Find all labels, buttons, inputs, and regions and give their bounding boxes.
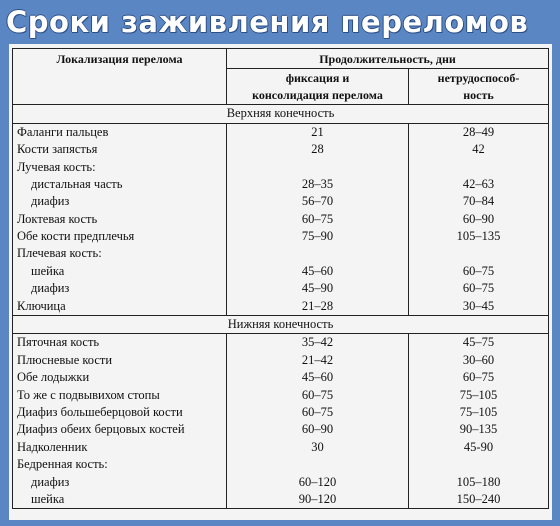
header-disability-line2: ность: [409, 87, 549, 105]
cell-disability-days: [409, 245, 549, 262]
cell-location: диафиз: [13, 280, 227, 297]
table-row: [13, 473, 549, 490]
cell-disability-days: 45–75: [409, 334, 549, 352]
cell-fixation-days: 60–90: [227, 421, 409, 438]
cell-disability-days: 60–75: [409, 280, 549, 297]
cell-location: дистальная часть: [13, 176, 227, 193]
cell-location: Обе лодыжки: [13, 369, 227, 386]
table-row: [13, 439, 549, 456]
table-row: [13, 176, 549, 193]
cell-location: То же с подвывихом стопы: [13, 386, 227, 403]
cell-fixation-days: 45–90: [227, 280, 409, 297]
cell-fixation-days: 21–42: [227, 352, 409, 369]
cell-disability-days: 45-90: [409, 439, 549, 456]
header-disability-line1: нетрудоспособ-: [409, 69, 549, 87]
cell-disability-days: 30–45: [409, 297, 549, 315]
cell-location: Ключица: [13, 297, 227, 315]
cell-disability-days: [409, 158, 549, 175]
cell-disability-days: 150–240: [409, 491, 549, 509]
table-row: [13, 297, 549, 315]
cell-location: Локтевая кость: [13, 211, 227, 228]
cell-fixation-days: 90–120: [227, 491, 409, 509]
table-row: [13, 491, 549, 509]
cell-fixation-days: [227, 456, 409, 473]
cell-location: диафиз: [13, 473, 227, 490]
cell-fixation-days: [227, 158, 409, 175]
table-row: [13, 245, 549, 262]
cell-fixation-days: [227, 245, 409, 262]
cell-fixation-days: 60–120: [227, 473, 409, 490]
cell-disability-days: 60–90: [409, 211, 549, 228]
cell-disability-days: 90–135: [409, 421, 549, 438]
cell-location: диафиз: [13, 193, 227, 210]
cell-fixation-days: 45–60: [227, 369, 409, 386]
cell-fixation-days: 45–60: [227, 263, 409, 280]
table-row: [13, 211, 549, 228]
cell-fixation-days: 56–70: [227, 193, 409, 210]
cell-fixation-days: 60–75: [227, 211, 409, 228]
table-row: [13, 280, 549, 297]
cell-fixation-days: 35–42: [227, 334, 409, 352]
section-title: Верхняя конечность: [13, 105, 549, 123]
cell-location: Пяточная кость: [13, 334, 227, 352]
cell-location: шейка: [13, 491, 227, 509]
cell-fixation-days: 21–28: [227, 297, 409, 315]
cell-fixation-days: 75–90: [227, 228, 409, 245]
cell-fixation-days: 30: [227, 439, 409, 456]
table-row: [13, 193, 549, 210]
section-title: Нижняя конечность: [13, 315, 549, 333]
cell-location: Обе кости предплечья: [13, 228, 227, 245]
cell-disability-days: 75–105: [409, 404, 549, 421]
table-row: [13, 386, 549, 403]
table-row: [13, 141, 549, 158]
table-row: [13, 369, 549, 386]
cell-disability-days: 28–49: [409, 123, 549, 141]
cell-disability-days: 42: [409, 141, 549, 158]
table-row: [13, 158, 549, 175]
table-row: [13, 352, 549, 369]
cell-fixation-days: 28–35: [227, 176, 409, 193]
cell-location: Лучевая кость:: [13, 158, 227, 175]
section-row: [13, 105, 549, 123]
cell-disability-days: 60–75: [409, 263, 549, 280]
table-row: [13, 123, 549, 141]
page-title: Сроки заживления переломов: [6, 5, 529, 39]
section-row: [13, 315, 549, 333]
header-location: Локализация перелома: [13, 49, 227, 105]
cell-disability-days: [409, 456, 549, 473]
cell-location: Надколенник: [13, 439, 227, 456]
cell-location: шейка: [13, 263, 227, 280]
header-fixation-line1: фиксация и: [227, 69, 409, 87]
cell-location: Плечевая кость:: [13, 245, 227, 262]
cell-disability-days: 42–63: [409, 176, 549, 193]
cell-fixation-days: 60–75: [227, 404, 409, 421]
table-row: [13, 334, 549, 352]
cell-fixation-days: 28: [227, 141, 409, 158]
table-row: [13, 228, 549, 245]
fracture-healing-table-sheet: [9, 44, 552, 520]
cell-disability-days: 75–105: [409, 386, 549, 403]
cell-disability-days: 105–135: [409, 228, 549, 245]
table-row: [13, 421, 549, 438]
table-row: [13, 456, 549, 473]
header-duration: Продолжительность, дни: [227, 49, 549, 69]
cell-fixation-days: 21: [227, 123, 409, 141]
cell-location: Плюсневые кости: [13, 352, 227, 369]
cell-location: Диафиз обеих берцовых костей: [13, 421, 227, 438]
cell-location: Кости запястья: [13, 141, 227, 158]
header-fixation-line2: консолидация перелома: [227, 87, 409, 105]
fracture-healing-table: [12, 48, 549, 509]
table-row: [13, 404, 549, 421]
cell-location: Диафиз большеберцовой кости: [13, 404, 227, 421]
cell-disability-days: 60–75: [409, 369, 549, 386]
cell-location: Бедренная кость:: [13, 456, 227, 473]
table-row: [13, 263, 549, 280]
cell-fixation-days: 60–75: [227, 386, 409, 403]
cell-disability-days: 105–180: [409, 473, 549, 490]
cell-disability-days: 70–84: [409, 193, 549, 210]
cell-disability-days: 30–60: [409, 352, 549, 369]
cell-location: Фаланги пальцев: [13, 123, 227, 141]
